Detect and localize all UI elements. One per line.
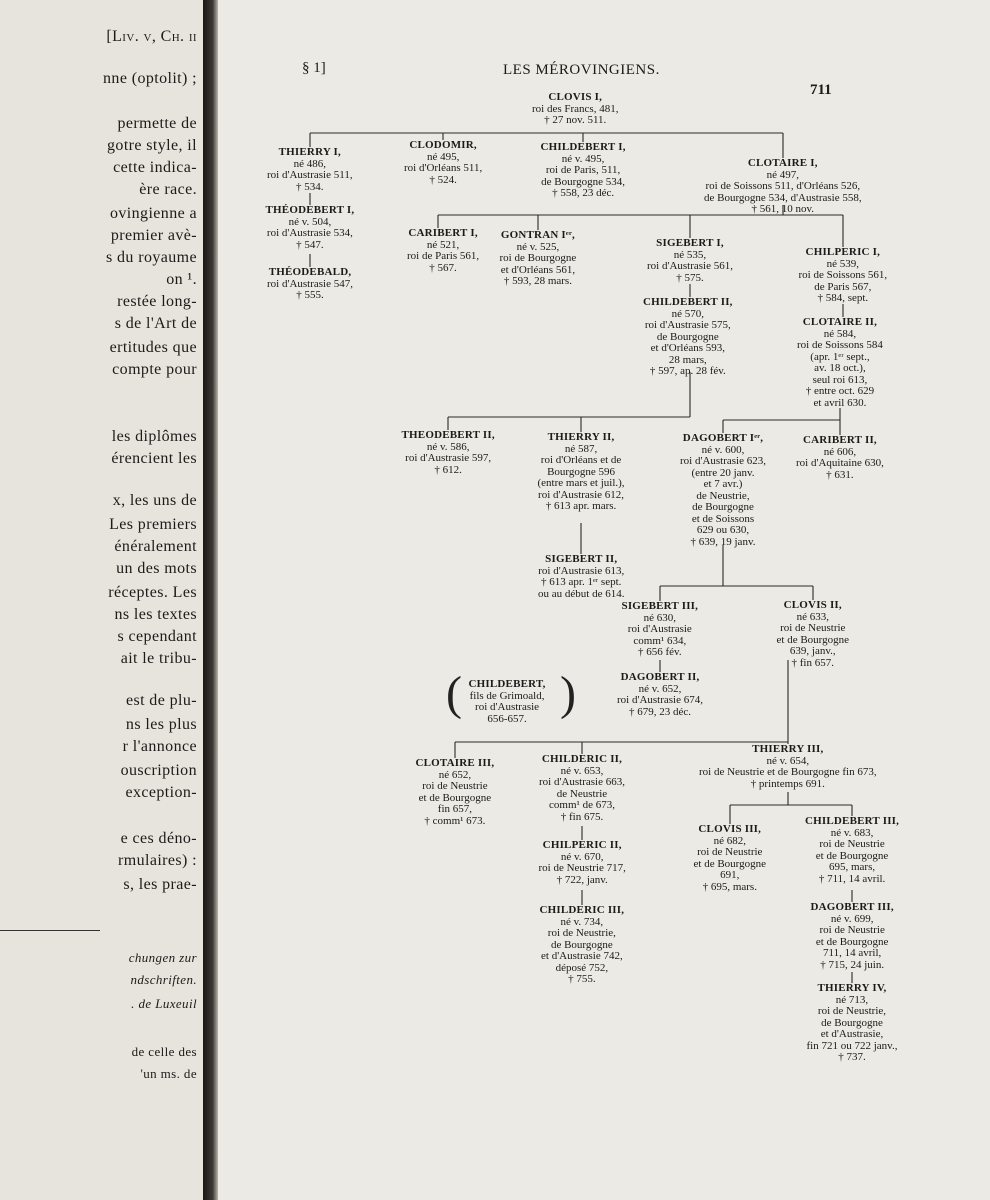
left-text-line: permette de [117, 115, 197, 132]
person-detail: roi de Neustrie [422, 780, 488, 792]
person-chilperic2 [539, 840, 626, 886]
person-detail: né 535, [673, 248, 707, 261]
person-detail: né 497, [766, 168, 799, 181]
person-name: CLOTAIRE I, [747, 157, 818, 169]
person-name: GONTRAN Iᵉʳ, [500, 229, 575, 241]
person-caribert1 [407, 228, 479, 274]
person-childeric2 [539, 754, 625, 823]
person-detail: né v. 600, [701, 443, 745, 456]
left-text-line: r l'annonce [122, 738, 197, 755]
person-detail: † 722, janv. [556, 873, 608, 886]
person-detail: roi d'Austrasie 674, [617, 694, 703, 706]
person-detail: † 567. [429, 261, 457, 274]
person-detail: 711, 14 avril, [823, 947, 882, 959]
person-name: CLODOMIR, [409, 139, 477, 151]
person-detail: né 587, [564, 442, 598, 455]
person-detail: roi de Neustrie, [547, 927, 616, 939]
person-detail: roi d'Austrasie 623, [680, 455, 766, 467]
person-thierry1 [267, 147, 353, 193]
person-detail: né 584, [823, 327, 857, 340]
person-detail: roi d'Orléans et de [540, 454, 622, 466]
left-text-line: x, les uns de [112, 492, 197, 509]
person-detail: † 593, 28 mars. [503, 275, 572, 287]
person-detail: et avril 630. [813, 396, 867, 409]
left-text-line: premier avè- [110, 227, 197, 244]
person-detail: roi de Bourgogne [499, 252, 577, 264]
person-detail: † 547. [296, 238, 324, 251]
person-name: THÉODEBALD, [268, 266, 352, 278]
person-detail: déposé 752, [555, 961, 609, 974]
footnote-line: chungen zur [128, 950, 197, 965]
person-detail: † 584, sept. [817, 292, 869, 304]
left-text-line: énéralement [114, 538, 197, 555]
person-detail: † 679, 23 déc. [628, 705, 691, 718]
left-text-line: e ces déno- [120, 830, 197, 847]
person-detail: † entre oct. 629 [805, 385, 875, 397]
person-detail: (apr. 1ᵉʳ sept., [810, 350, 870, 363]
person-detail: et de Bourgogne [418, 791, 492, 804]
person-detail: 656-657. [487, 712, 527, 725]
person-detail: roi de Neustrie [780, 622, 846, 634]
person-clovis3 [694, 824, 767, 893]
person-detail: né v. 653, [560, 764, 604, 777]
person-name: DAGOBERT III, [810, 901, 894, 913]
person-detail: roi de Neustrie [697, 846, 763, 858]
person-name: DAGOBERT Iᵉʳ, [682, 432, 764, 444]
person-detail: roi de Neustrie [819, 924, 885, 936]
person-detail: † 695, mars. [702, 880, 757, 893]
person-detail: et de Bourgogne [815, 849, 889, 862]
person-detail: roi d'Austrasie 561, [647, 260, 733, 272]
person-name: THÉODEBERT I, [265, 204, 355, 216]
person-detail: et 7 avr.) [703, 478, 743, 490]
person-detail: et de Soissons [691, 512, 755, 525]
person-detail: né v. 652, [638, 682, 682, 695]
person-detail: roi des Francs, 481, [532, 102, 619, 115]
person-clovis1 [532, 92, 618, 127]
person-detail: roi d'Austrasie 511, [267, 169, 353, 181]
person-name: CHILDEBERT II, [643, 296, 733, 308]
person-detail: Bourgogne 596 [547, 465, 615, 478]
person-detail: † 612. [434, 463, 462, 476]
person-detail: roi d'Austrasie 597, [405, 452, 492, 464]
left-text-line: rmulaires) : [118, 852, 197, 869]
page-number: 711 [810, 82, 832, 98]
person-detail: né 486, [293, 157, 326, 170]
person-detail: roi de Neustrie 717, [538, 862, 626, 874]
person-name: SIGEBERT II, [545, 553, 618, 565]
person-detail: roi de Paris 561, [407, 250, 480, 262]
person-detail: comm¹ de 673, [549, 799, 615, 811]
person-detail: (entre 20 janv. [691, 466, 755, 479]
person-detail: né 682, [713, 834, 746, 847]
person-detail: de Bourgogne [656, 330, 719, 343]
left-page [0, 0, 205, 1200]
person-detail: fils de Grimoald, [469, 689, 545, 702]
person-name: SIGEBERT I, [656, 237, 724, 249]
left-text-line: restée long- [117, 293, 197, 310]
footnote-line: ndschriften. [130, 972, 197, 987]
person-detail: roi d'Orléans 511, [404, 162, 483, 174]
person-detail: † 631. [826, 468, 854, 481]
left-text-line: on ¹. [166, 271, 197, 288]
person-thierry4 [807, 983, 898, 1064]
person-detail: fin 657, [437, 803, 473, 815]
person-name: THIERRY II, [547, 431, 615, 443]
person-name: CHILDERIC III, [539, 904, 625, 916]
person-name: THIERRY I, [278, 146, 341, 158]
right-parenthesis: ) [560, 667, 576, 720]
person-detail: né v. 586, [426, 440, 470, 453]
footnote-line: . de Luxeuil [131, 996, 197, 1011]
person-name: SIGEBERT III, [621, 600, 699, 612]
person-chilperic1 [799, 247, 888, 305]
person-detail: roi d'Austrasie 612, [538, 488, 625, 501]
person-detail: roi d'Austrasie [475, 701, 540, 713]
person-detail: † fin 675. [560, 810, 604, 823]
person-detail: roi de Soissons 584 [797, 339, 883, 351]
left-text-line: s, les prae- [123, 876, 197, 893]
left-text-line: ère race. [139, 181, 197, 198]
footnote-rule [0, 930, 100, 931]
person-name: THIERRY IV, [817, 982, 887, 994]
person-name: CHILDEBERT I, [540, 141, 626, 153]
person-caribert2 [796, 435, 884, 481]
left-parenthesis: ( [446, 667, 462, 720]
person-detail: comm¹ 634, [633, 634, 687, 647]
person-detail: 28 mars, [668, 353, 707, 366]
left-text-line: ouscription [120, 762, 197, 779]
person-detail: né 630, [643, 611, 676, 624]
person-childebert_grim [469, 679, 546, 725]
person-detail: roi de Neustrie, [817, 1005, 887, 1017]
footnote-line: de celle des [131, 1044, 197, 1059]
person-detail: † 27 nov. 511. [544, 114, 607, 126]
person-detail: de Neustrie [556, 787, 608, 800]
person-detail: (entre mars et juil.), [537, 477, 625, 489]
left-text-line: exception- [125, 784, 197, 801]
person-detail: † 656 fév. [638, 646, 682, 658]
person-detail: roi de Neustrie [819, 838, 885, 850]
person-name: CLOTAIRE III, [415, 757, 495, 769]
person-detail: † 613 apr. 1ᵉʳ sept. [541, 576, 622, 588]
book-gutter [203, 0, 219, 1200]
person-detail: et de Bourgogne [776, 633, 850, 646]
person-detail: † comm¹ 673. [424, 814, 486, 827]
left-text-line: s du royaume [105, 249, 197, 266]
person-childebert3 [805, 816, 899, 885]
person-detail: roi d'Austrasie 613, [538, 564, 625, 577]
person-detail: né v. 654, [766, 754, 810, 767]
left-text-line: ns les plus [125, 716, 197, 733]
person-detail: ou au début de 614. [538, 587, 625, 600]
person-thierry3 [699, 744, 877, 790]
person-detail: de Paris 567, [814, 280, 872, 293]
footnote-line: 'un ms. de [140, 1066, 197, 1081]
person-name: CLOVIS III, [698, 823, 762, 835]
left-text-line: ovingienne a [110, 205, 197, 222]
person-detail: † 613 apr. mars. [545, 500, 617, 512]
person-name: CHILDEBERT, [468, 678, 546, 690]
person-detail: et d'Austrasie, [820, 1028, 884, 1040]
person-clotaire2 [797, 317, 883, 409]
person-name: CLOVIS II, [783, 599, 842, 611]
person-detail: roi d'Austrasie [627, 623, 692, 635]
person-detail: av. 18 oct.), [814, 362, 866, 374]
person-detail: né v. 670, [560, 850, 604, 863]
person-sigebert2 [538, 554, 624, 600]
person-sigebert3 [622, 601, 699, 659]
person-detail: 695, mars, [828, 861, 876, 873]
person-theodebald [267, 267, 353, 302]
person-detail: de Bourgogne [692, 501, 754, 513]
person-name: CARIBERT II, [802, 434, 877, 446]
right-page [218, 0, 990, 1200]
left-text-line: les diplômes [111, 428, 197, 445]
person-clovis2 [777, 600, 850, 669]
left-text-line: un des mots [116, 560, 197, 577]
left-text-line: cette indica- [113, 159, 197, 176]
person-detail: né 633, [796, 610, 829, 623]
person-detail: roi d'Austrasie 547, [267, 277, 353, 290]
left-text-line: Les premiers [109, 516, 197, 533]
person-detail: 629 ou 630, [696, 524, 750, 536]
person-detail: né v. 699, [830, 912, 874, 925]
left-text-line: érencient les [111, 450, 197, 467]
person-detail: 691, [720, 869, 740, 881]
person-name: CLOTAIRE II, [802, 316, 878, 328]
person-detail: de Neustrie, [696, 489, 750, 502]
person-detail: de Bourgogne [550, 938, 613, 951]
person-detail: † printemps 691. [750, 777, 825, 790]
person-detail: † 575. [676, 271, 704, 284]
person-detail: né 539, [826, 257, 859, 270]
person-detail: né 606, [823, 445, 857, 458]
person-dagobert2 [617, 672, 703, 718]
person-thierry2 [538, 432, 625, 513]
person-dagobert1 [680, 433, 766, 548]
person-detail: fin 721 ou 722 janv., [806, 1039, 898, 1052]
person-detail: roi de Soissons 561, [798, 269, 888, 281]
person-detail: né v. 525, [516, 240, 560, 253]
person-detail: roi d'Austrasie 663, [539, 776, 625, 788]
person-detail: et d'Orléans 561, [500, 263, 576, 276]
left-text-line: compte pour [112, 361, 197, 378]
person-theodebert1 [266, 205, 355, 251]
person-name: CHILPERIC I, [805, 246, 881, 258]
left-text-line: gotre style, il [107, 137, 197, 154]
person-detail: roi d'Austrasie 575, [644, 319, 731, 331]
person-name: CARIBERT I, [408, 227, 478, 239]
person-detail: † 711, 14 avril. [818, 872, 886, 885]
person-detail: né v. 683, [830, 826, 874, 839]
person-detail: né v. 495, [561, 152, 605, 165]
person-detail: † 755. [568, 973, 596, 985]
section-marker: § 1] [302, 60, 326, 76]
left-text-line: s de l'Art de [114, 315, 197, 332]
person-detail: † 558, 23 déc. [552, 187, 615, 199]
person-detail: né 495, [426, 150, 460, 163]
person-detail: né 570, [671, 307, 705, 320]
person-detail: † 715, 24 juin. [820, 958, 885, 971]
person-detail: et de Bourgogne [815, 935, 889, 948]
left-text-line: réceptes. Les [108, 584, 197, 601]
person-name: CHILDEBERT III, [805, 815, 900, 827]
person-detail: † 561, 10 nov. [751, 203, 815, 215]
person-name: DAGOBERT II, [620, 671, 700, 683]
person-childeric3 [540, 905, 625, 986]
person-detail: né v. 734, [560, 915, 604, 928]
person-name: CHILDERIC II, [541, 753, 623, 765]
person-detail: † 639, 19 janv. [690, 535, 756, 548]
left-running-header: [Liv. v, Ch. ii [106, 28, 197, 45]
person-detail: 639, janv., [789, 645, 836, 657]
person-name: CLOVIS I, [548, 91, 603, 103]
person-detail: et de Bourgogne [693, 857, 767, 870]
left-text-line: s cependant [117, 628, 197, 645]
person-detail: de Bourgogne [821, 1016, 883, 1029]
person-detail: né v. 504, [288, 215, 332, 228]
person-detail: né 521, [426, 238, 460, 251]
person-name: CHILPERIC II, [542, 839, 622, 851]
person-detail: né 652, [438, 768, 472, 781]
person-detail: † 555. [296, 289, 324, 301]
person-detail: roi d'Aquitaine 630, [796, 457, 884, 469]
person-detail: roi d'Austrasie 534, [266, 227, 353, 239]
person-detail: et d'Orléans 593, [650, 342, 726, 354]
person-detail: de Bourgogne 534, d'Austrasie 558, [704, 191, 862, 204]
person-detail: de Bourgogne 534, [541, 175, 625, 188]
left-text-line: est de plu- [125, 692, 197, 709]
person-clodomir [404, 140, 482, 186]
left-text-line: ns les textes [114, 606, 197, 623]
person-gontran [500, 230, 577, 288]
person-theodebert2 [402, 430, 495, 476]
person-detail: † 597, ap. 28 fév. [649, 365, 726, 377]
person-clotaire1 [704, 158, 862, 216]
person-detail: † 524. [429, 173, 457, 186]
person-detail: seul roi 613, [812, 373, 868, 386]
left-text-line: ertitudes que [109, 339, 197, 356]
person-childebert1 [541, 142, 626, 200]
person-detail: roi de Neustrie et de Bourgogne fin 673, [699, 766, 877, 778]
person-detail: roi de Paris, 511, [545, 164, 621, 176]
person-detail: † 534. [296, 180, 324, 193]
person-sigebert1 [647, 238, 733, 284]
person-detail: né 713, [835, 993, 869, 1006]
person-childebert2 [643, 297, 733, 378]
left-text-line: nne (optolit) ; [103, 70, 197, 87]
person-name: THEODEBERT II, [401, 429, 495, 441]
person-clotaire3 [416, 758, 495, 827]
left-text-line: ait le tribu- [120, 650, 197, 667]
person-detail: † 737. [838, 1051, 866, 1063]
person-name: THIERRY III, [752, 743, 824, 755]
person-detail: et d'Austrasie 742, [541, 950, 623, 962]
person-detail: † fin 657. [791, 656, 834, 669]
person-detail: roi de Soissons 511, d'Orléans 526, [705, 180, 861, 192]
page-title: LES MÉROVINGIENS. [503, 62, 660, 78]
person-dagobert3 [811, 902, 894, 971]
